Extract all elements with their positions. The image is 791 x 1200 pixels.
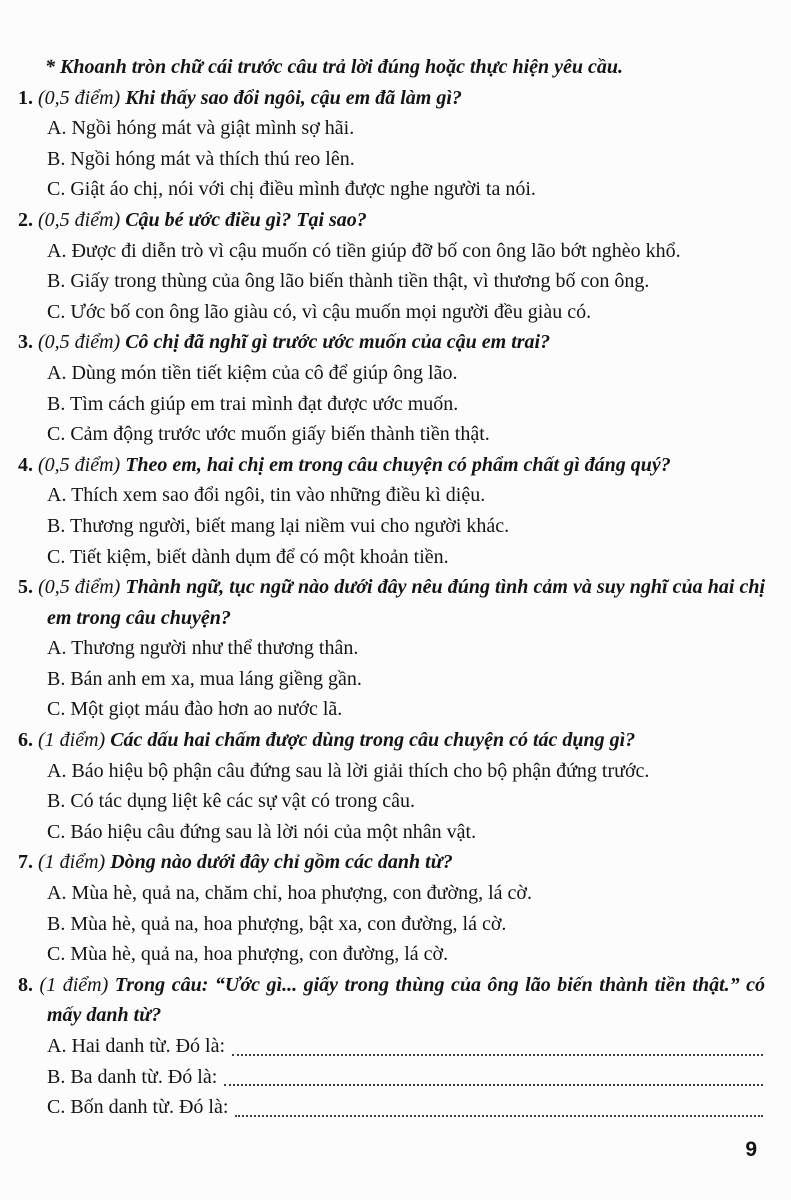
answer-option [47,113,765,144]
answer-option-label: A. Báo hiệu bộ phận câu đứng sau là lời giải thích cho bộ phận đứng trước. [47,759,650,782]
answer-option [47,511,765,542]
question-stem [18,450,765,481]
answer-blank-dotted-line [232,1031,763,1056]
question-text: Cậu bé ước điều gì? Tại sao? [125,208,367,231]
answer-option-label: C. Mùa hè, quả na, hoa phượng, con đường, lá cờ. [47,943,449,966]
answer-option-label: C. Tiết kiệm, biết dành dụm để có một khoản tiền. [47,545,449,568]
question-number: 5. [18,576,33,599]
question-points: (0,5 điểm) [38,331,121,354]
question-list [18,83,765,1123]
question-number: 2. [18,208,33,231]
answer-blank-dotted-line [224,1062,763,1087]
answer-option [47,878,765,909]
question-5 [18,572,765,725]
question-number: 3. [18,331,33,354]
question-text: Trong câu: “Ước gì... giấy trong thùng của ông lão biến thành tiền thật.” có mấy danh từ? [47,973,766,1027]
question-text: Dòng nào dưới đây chỉ gồm các danh từ? [110,851,453,874]
answer-option-label: C. Báo hiệu câu đứng sau là lời nói của một nhân vật. [47,820,477,843]
answer-blank-dotted-line [235,1092,763,1117]
question-1 [18,83,765,205]
instruction-heading: * Khoanh tròn chữ cái trước câu trả lời đúng hoặc thực hiện yêu cầu. [45,56,624,78]
answer-option-label: C. Ước bố con ông lão giàu có, vì cậu muốn mọi người đều giàu có. [47,300,592,323]
question-number: 7. [18,851,33,874]
question-stem [18,83,765,114]
answer-option [47,786,765,817]
question-8 [18,970,765,1123]
question-number: 6. [18,729,33,752]
answer-option-label: C. Một giọt máu đào hơn ao nước lã. [47,698,343,721]
answer-option-label: A. Được đi diễn trò vì cậu muốn có tiền giúp đỡ bố con ông lão bớt nghèo khổ. [47,239,681,262]
question-text: Các dấu hai chấm được dùng trong câu chuyện có tác dụng gì? [110,729,636,752]
question-number: 4. [18,453,33,476]
answer-option-label: B. Giấy trong thùng của ông lão biến thành tiền thật, vì thương bố con ông. [47,270,650,293]
answer-option [47,817,765,848]
question-points: (0,5 điểm) [38,453,121,476]
question-7 [18,847,765,969]
answer-option-label: A. Ngồi hóng mát và giật mình sợ hãi. [47,117,355,140]
question-points: (0,5 điểm) [38,86,121,109]
answer-option [47,389,765,420]
answer-option-label: A. Dùng món tiền tiết kiệm của cô để giúp ông lão. [47,361,458,384]
answer-option [47,266,765,297]
answer-option-label: C. Cảm động trước ước muốn giấy biến thành tiền thật. [47,423,490,446]
answer-option [47,1092,765,1123]
answer-option [47,542,765,573]
answer-option [47,1062,765,1093]
question-number: 8. [18,973,33,996]
question-stem [18,205,765,236]
answer-option-label: B. Ba danh từ. Đó là: [47,1065,218,1088]
answer-option [47,236,765,267]
answer-option-label: B. Ngồi hóng mát và thích thú reo lên. [47,147,355,170]
question-text: Theo em, hai chị em trong câu chuyện có phẩm chất gì đáng quý? [125,453,671,476]
question-4 [18,450,765,572]
question-text: Thành ngữ, tục ngữ nào dưới đây nêu đúng tình cảm và suy nghĩ của hai chị em trong câu chuyện? [47,576,766,629]
question-6 [18,725,765,847]
answer-option [47,480,765,511]
question-stem [18,847,765,878]
question-points: (0,5 điểm) [38,208,121,231]
answer-option [47,939,765,970]
answer-option [47,909,765,940]
answer-option-label: B. Có tác dụng liệt kê các sự vật có trong câu. [47,790,415,813]
question-points: (1 điểm) [39,973,109,996]
question-text: Cô chị đã nghĩ gì trước ước muốn của cậu em trai? [125,331,551,354]
question-stem [18,572,765,633]
answer-option [47,144,765,175]
answer-option-label: C. Giật áo chị, nói với chị điều mình được nghe người ta nói. [47,178,536,201]
question-text: Khi thấy sao đổi ngôi, cậu em đã làm gì? [125,86,462,109]
answer-option-label: B. Bán anh em xa, mua láng giềng gần. [47,667,362,690]
question-3 [18,327,765,449]
answer-option [47,1031,765,1062]
question-points: (1 điểm) [38,851,106,874]
answer-option [47,174,765,205]
question-stem [18,970,765,1031]
question-stem [18,327,765,358]
question-number: 1. [18,86,33,109]
answer-option [47,664,765,695]
question-2 [18,205,765,327]
answer-option-label: A. Mùa hè, quả na, chăm chỉ, hoa phượng, con đường, lá cờ. [47,882,532,905]
answer-option [47,756,765,787]
page-number: 9 [745,1138,757,1162]
question-points: (1 điểm) [38,729,106,752]
answer-option-label: B. Mùa hè, quả na, hoa phượng, bật xa, con đường, lá cờ. [47,912,507,935]
answer-option-label: A. Hai danh từ. Đó là: [47,1035,226,1057]
answer-option [47,694,765,725]
answer-option-label: A. Thích xem sao đổi ngôi, tin vào những điều kì diệu. [47,484,486,507]
answer-option [47,633,765,664]
answer-option [47,419,765,450]
question-stem [18,725,765,756]
answer-option [47,358,765,389]
answer-option [47,297,765,328]
answer-option-label: C. Bốn danh từ. Đó là: [47,1096,229,1119]
answer-option-label: A. Thương người như thể thương thân. [47,637,359,660]
answer-option-label: B. Tìm cách giúp em trai mình đạt được ước muốn. [47,392,459,415]
question-points: (0,5 điểm) [38,576,121,599]
answer-option-label: B. Thương người, biết mang lại niềm vui cho người khác. [47,514,510,537]
